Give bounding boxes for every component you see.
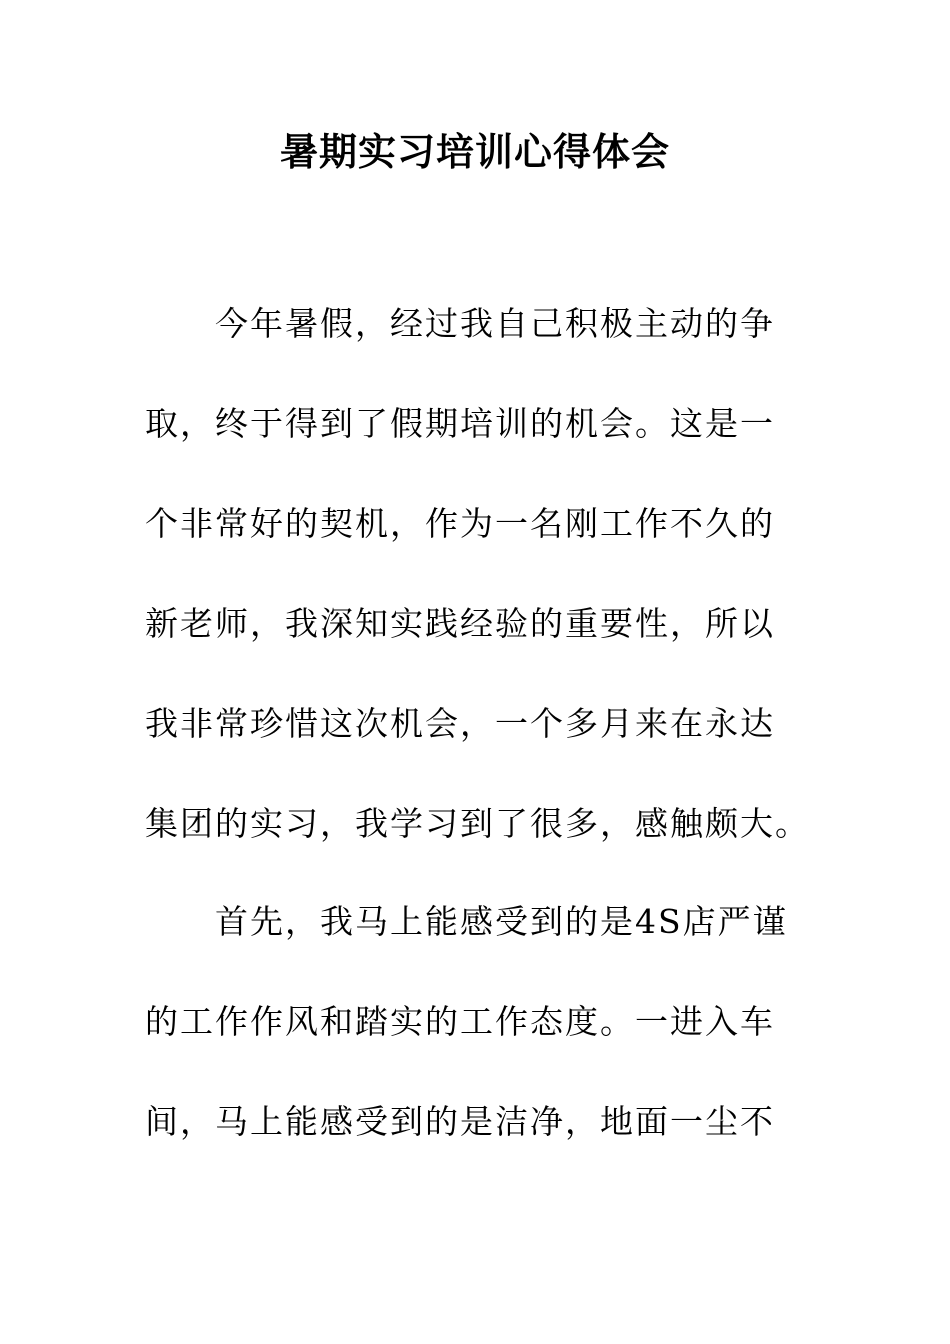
paragraph-1-line-4: 新老师，我深知实践经验的重要性，所以 xyxy=(145,604,775,643)
paragraph-1-line-3: 个非常好的契机，作为一名刚工作不久的 xyxy=(145,504,775,543)
paragraph-2-line-2: 的工作作风和踏实的工作态度。一进入车 xyxy=(145,1002,775,1041)
document-title: 暑期实习培训心得体会 xyxy=(279,130,670,174)
paragraph-1-line-2: 取，终于得到了假期培训的机会。这是一 xyxy=(145,404,775,443)
paragraph-1-line-6: 集团的实习，我学习到了很多，感触颇大。 xyxy=(145,804,810,843)
paragraph-1-line-1: 今年暑假，经过我自己积极主动的争 xyxy=(215,304,775,343)
paragraph-2-line-1: 首先，我马上能感受到的是4S店严谨 xyxy=(215,902,788,941)
paragraph-2-line-3: 间，马上能感受到的是洁净，地面一尘不 xyxy=(145,1102,775,1141)
paragraph-1-line-5: 我非常珍惜这次机会，一个多月来在永达 xyxy=(145,704,775,743)
